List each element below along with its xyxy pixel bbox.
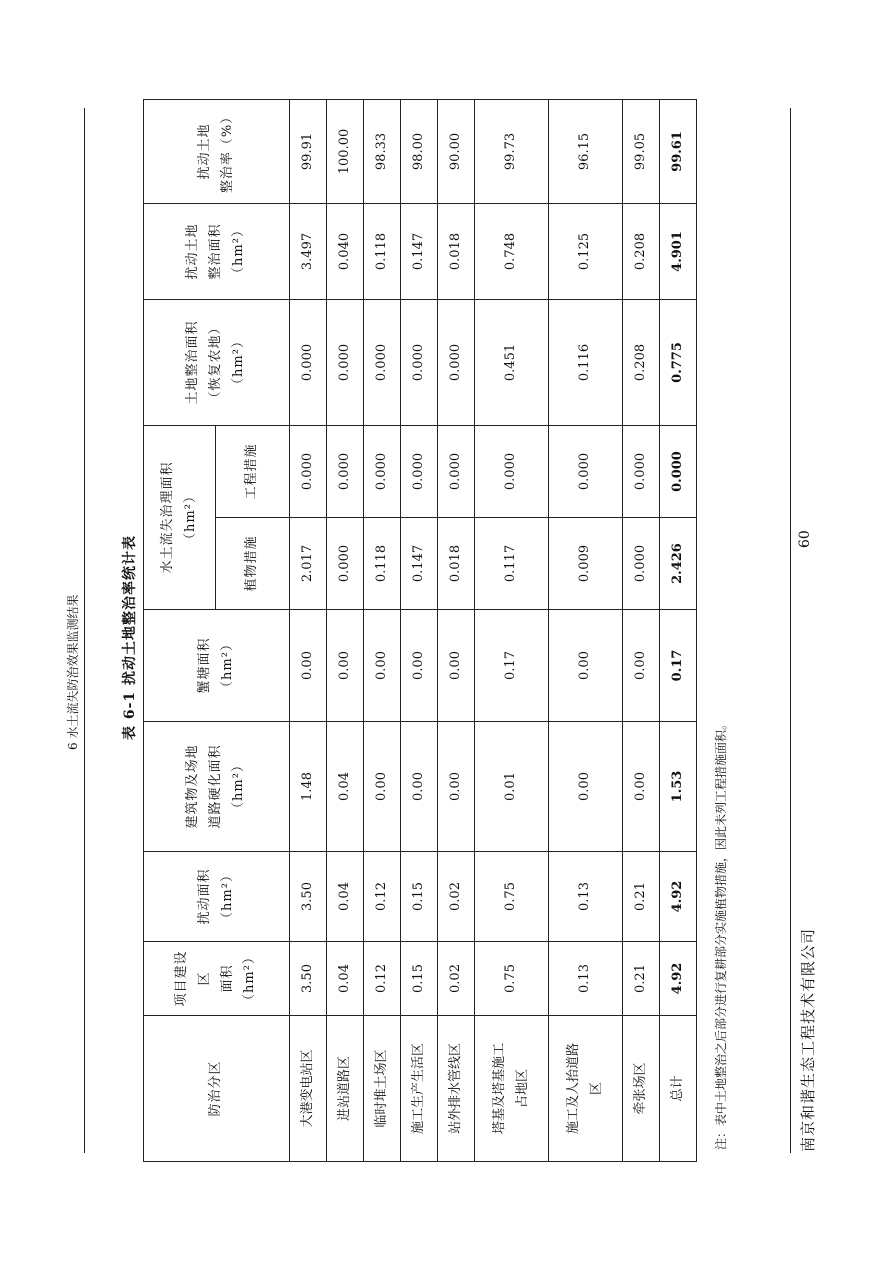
cell-zone: 施工及人抬道路 区 <box>549 1016 623 1162</box>
cell-disturbed-rehab-area: 0.125 <box>549 203 623 299</box>
cell-zone: 塔基及塔基施工 占地区 <box>475 1016 549 1162</box>
header-plant-measure: 植物措施 <box>216 518 290 610</box>
cell-project-area: 4.92 <box>660 942 697 1016</box>
cell-land-restore: 0.000 <box>327 299 364 425</box>
cell-plant-measure: 0.018 <box>438 518 475 610</box>
cell-land-restore: 0.000 <box>438 299 475 425</box>
header-disturbed-rehab-area: 扰动土地 整治面积 （hm²） <box>144 203 290 299</box>
table-row <box>475 99 549 1161</box>
header-project-area: 项目建设 区 面积 （hm²） <box>144 942 290 1016</box>
cell-disturbed-rehab-area: 3.497 <box>290 203 327 299</box>
cell-engineering-measure: 0.000 <box>475 425 549 517</box>
cell-pond-area: 0.00 <box>327 610 364 722</box>
cell-plant-measure: 0.117 <box>475 518 549 610</box>
cell-plant-measure: 2.426 <box>660 518 697 610</box>
cell-rehab-rate: 99.05 <box>623 99 660 203</box>
cell-project-area: 0.15 <box>401 942 438 1016</box>
cell-disturbed-rehab-area: 0.208 <box>623 203 660 299</box>
page-number: 60 <box>797 530 813 548</box>
cell-project-area: 0.21 <box>623 942 660 1016</box>
cell-engineering-measure: 0.000 <box>327 425 364 517</box>
cell-disturbed-area: 4.92 <box>660 852 697 942</box>
cell-engineering-measure: 0.000 <box>660 425 697 517</box>
cell-project-area: 0.04 <box>327 942 364 1016</box>
header-soil-loss-group: 水土流失治理面积 （hm²） <box>144 425 216 609</box>
cell-engineering-measure: 0.000 <box>364 425 401 517</box>
cell-land-restore: 0.000 <box>401 299 438 425</box>
cell-building-area: 1.53 <box>660 722 697 852</box>
header-rehab-rate: 扰动土地 整治率（%） <box>144 99 290 203</box>
chapter-header: 6 水土流失防治效果监测结果 <box>66 594 80 750</box>
table-total-row <box>660 99 697 1161</box>
cell-pond-area: 0.00 <box>438 610 475 722</box>
cell-disturbed-rehab-area: 0.748 <box>475 203 549 299</box>
cell-building-area: 0.04 <box>327 722 364 852</box>
cell-rehab-rate: 98.33 <box>364 99 401 203</box>
cell-pond-area: 0.00 <box>290 610 327 722</box>
header-land-restore: 土地整治面积 （恢复农地） （hm²） <box>144 299 290 425</box>
table-row <box>401 99 438 1161</box>
cell-rehab-rate: 98.00 <box>401 99 438 203</box>
cell-rehab-rate: 99.73 <box>475 99 549 203</box>
header-disturbed-area: 扰动面积 （hm²） <box>144 852 290 942</box>
cell-project-area: 0.75 <box>475 942 549 1016</box>
cell-engineering-measure: 0.000 <box>290 425 327 517</box>
cell-rehab-rate: 99.61 <box>660 99 697 203</box>
header-building-area: 建筑物及场地 道路硬化面积 （hm²） <box>144 722 290 852</box>
cell-plant-measure: 0.118 <box>364 518 401 610</box>
table-row <box>623 99 660 1161</box>
cell-pond-area: 0.00 <box>401 610 438 722</box>
cell-disturbed-rehab-area: 0.018 <box>438 203 475 299</box>
cell-rehab-rate: 100.00 <box>327 99 364 203</box>
cell-zone: 进站道路区 <box>327 1016 364 1162</box>
cell-land-restore: 0.000 <box>290 299 327 425</box>
cell-engineering-measure: 0.000 <box>401 425 438 517</box>
cell-zone: 临时堆土场区 <box>364 1016 401 1162</box>
cell-building-area: 0.00 <box>438 722 475 852</box>
rehab-rate-table <box>143 100 697 1162</box>
cell-disturbed-rehab-area: 0.147 <box>401 203 438 299</box>
cell-disturbed-area: 0.12 <box>364 852 401 942</box>
cell-zone: 总计 <box>660 1016 697 1162</box>
cell-zone: 牵张场区 <box>623 1016 660 1162</box>
cell-building-area: 0.00 <box>549 722 623 852</box>
cell-land-restore: 0.208 <box>623 299 660 425</box>
header-pond-area: 蟹塘面积 （hm²） <box>144 610 290 722</box>
table-row <box>327 99 364 1161</box>
header-zone: 防治分区 <box>144 1016 290 1162</box>
cell-disturbed-area: 3.50 <box>290 852 327 942</box>
cell-pond-area: 0.17 <box>475 610 549 722</box>
cell-zone: 站外排水管线区 <box>438 1016 475 1162</box>
cell-pond-area: 0.00 <box>623 610 660 722</box>
cell-land-restore: 0.000 <box>364 299 401 425</box>
cell-disturbed-area: 0.04 <box>327 852 364 942</box>
table-row <box>364 99 401 1161</box>
cell-land-restore: 0.775 <box>660 299 697 425</box>
cell-pond-area: 0.17 <box>660 610 697 722</box>
cell-rehab-rate: 96.15 <box>549 99 623 203</box>
table-caption: 表 6-1 扰动土地整治率统计表 <box>122 534 138 740</box>
cell-plant-measure: 0.009 <box>549 518 623 610</box>
cell-engineering-measure: 0.000 <box>623 425 660 517</box>
cell-project-area: 0.12 <box>364 942 401 1016</box>
cell-plant-measure: 0.000 <box>327 518 364 610</box>
cell-building-area: 0.00 <box>364 722 401 852</box>
table-row <box>549 99 623 1161</box>
cell-pond-area: 0.00 <box>364 610 401 722</box>
cell-building-area: 1.48 <box>290 722 327 852</box>
cell-rehab-rate: 90.00 <box>438 99 475 203</box>
cell-plant-measure: 0.147 <box>401 518 438 610</box>
cell-zone: 施工生产生活区 <box>401 1016 438 1162</box>
cell-disturbed-rehab-area: 4.901 <box>660 203 697 299</box>
cell-engineering-measure: 0.000 <box>438 425 475 517</box>
cell-disturbed-rehab-area: 0.040 <box>327 203 364 299</box>
table-row <box>290 99 327 1161</box>
company-name: 南京和谐生态工程技术有限公司 <box>799 927 817 1152</box>
cell-disturbed-area: 0.15 <box>401 852 438 942</box>
header-rule <box>84 108 85 1153</box>
cell-building-area: 0.00 <box>623 722 660 852</box>
cell-land-restore: 0.451 <box>475 299 549 425</box>
cell-disturbed-area: 0.13 <box>549 852 623 942</box>
cell-disturbed-area: 0.02 <box>438 852 475 942</box>
cell-building-area: 0.01 <box>475 722 549 852</box>
cell-project-area: 0.13 <box>549 942 623 1016</box>
cell-land-restore: 0.116 <box>549 299 623 425</box>
cell-disturbed-area: 0.75 <box>475 852 549 942</box>
cell-rehab-rate: 99.91 <box>290 99 327 203</box>
cell-project-area: 3.50 <box>290 942 327 1016</box>
cell-disturbed-rehab-area: 0.118 <box>364 203 401 299</box>
cell-pond-area: 0.00 <box>549 610 623 722</box>
cell-disturbed-area: 0.21 <box>623 852 660 942</box>
footer-rule <box>790 108 791 1153</box>
table-note: 注：表中土地整治之后部分进行复耕部分实施植物措施，因此未列工程措施面积。 <box>714 717 728 1150</box>
cell-zone: 大港变电站区 <box>290 1016 327 1162</box>
cell-plant-measure: 2.017 <box>290 518 327 610</box>
cell-project-area: 0.02 <box>438 942 475 1016</box>
table-row <box>438 99 475 1161</box>
cell-engineering-measure: 0.000 <box>549 425 623 517</box>
header-engineering-measure: 工程措施 <box>216 425 290 517</box>
cell-building-area: 0.00 <box>401 722 438 852</box>
cell-plant-measure: 0.000 <box>623 518 660 610</box>
